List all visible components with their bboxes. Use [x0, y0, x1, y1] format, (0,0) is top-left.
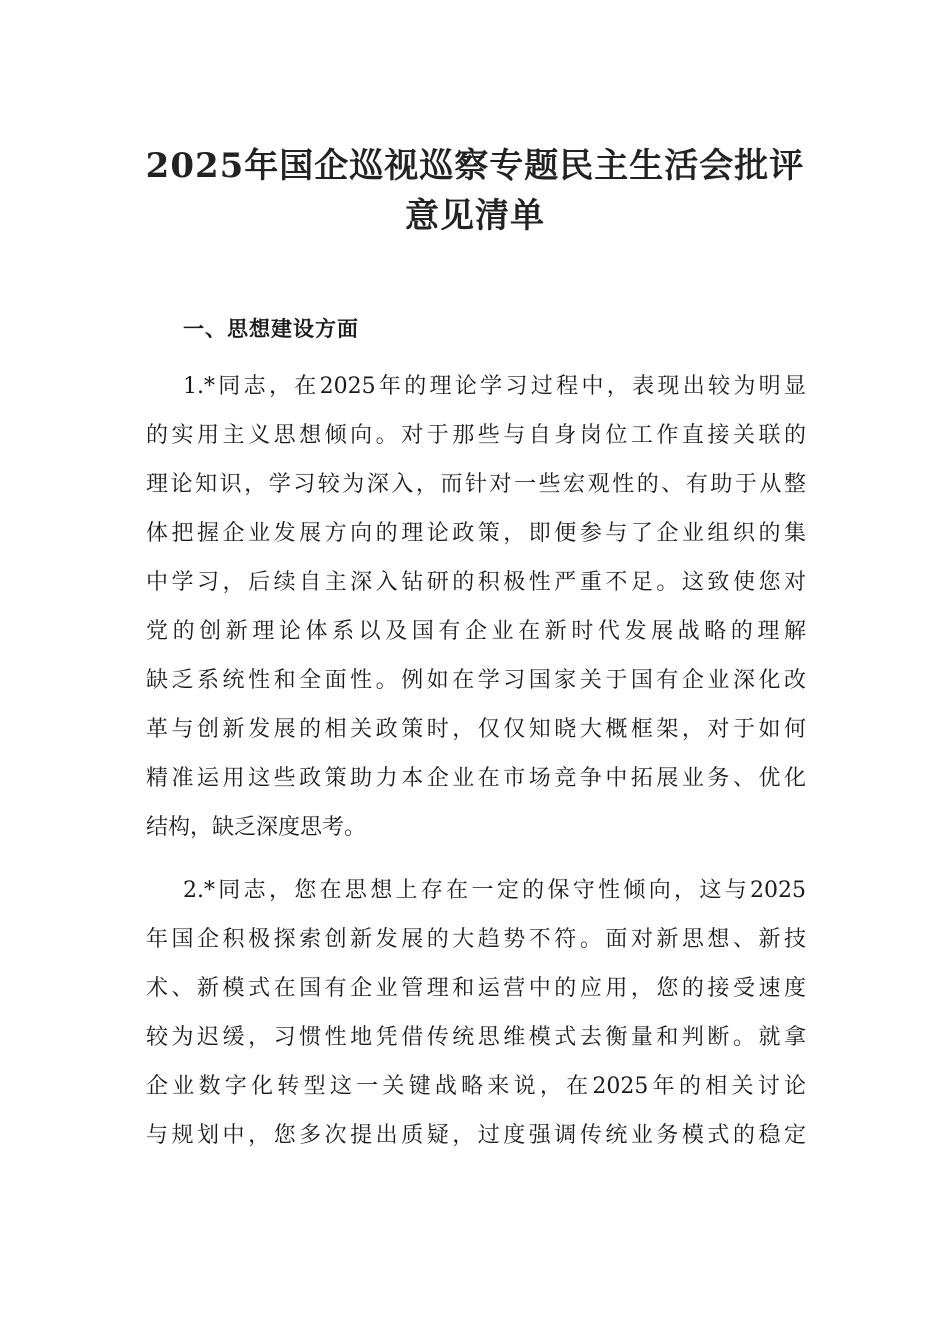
paragraph-line: 中学习，后续自主深入钻研的积极性严重不足。这致使您对 — [146, 570, 806, 595]
paragraph-line: 2.*同志，您在思想上存在一定的保守性倾向，这与2025 — [183, 878, 806, 903]
paragraph-line: 缺乏系统性和全面性。例如在学习国家关于国有企业深化改 — [146, 668, 806, 693]
paragraph-line: 的实用主义思想倾向。对于那些与自身岗位工作直接关联的 — [146, 423, 806, 448]
paragraph-line: 理论知识，学习较为深入，而针对一些宏观性的、有助于从整 — [146, 472, 806, 497]
document-title-line-2: 意见清单 — [405, 196, 545, 236]
paragraph-line: 术、新模式在国有企业管理和运营中的应用，您的接受速度 — [146, 976, 806, 1001]
section-heading: 一、思想建设方面 — [183, 316, 359, 341]
paragraph-line: 与规划中，您多次提出质疑，过度强调传统业务模式的稳定 — [146, 1123, 806, 1148]
document-title-line-1: 2025年国企巡视巡察专题民主生活会批评 — [145, 146, 805, 186]
paragraph-line: 1.*同志，在2025年的理论学习过程中，表现出较为明显 — [183, 374, 806, 399]
paragraph-line: 年国企积极探索创新发展的大趋势不符。面对新思想、新技 — [146, 927, 806, 952]
paragraph-line: 企业数字化转型这一关键战略来说，在2025年的相关讨论 — [146, 1074, 806, 1099]
paragraph-line: 党的创新理论体系以及国有企业在新时代发展战略的理解 — [146, 619, 806, 644]
paragraph-line: 结构，缺乏深度思考。 — [146, 815, 367, 840]
paragraph-line: 精准运用这些政策助力本企业在市场竞争中拓展业务、优化 — [146, 766, 806, 791]
paragraph-line: 较为迟缓，习惯性地凭借传统思维模式去衡量和判断。就拿 — [146, 1025, 806, 1050]
paragraph-line: 体把握企业发展方向的理论政策，即便参与了企业组织的集 — [146, 521, 806, 546]
paragraph-line: 革与创新发展的相关政策时，仅仅知晓大概框架，对于如何 — [146, 717, 806, 742]
